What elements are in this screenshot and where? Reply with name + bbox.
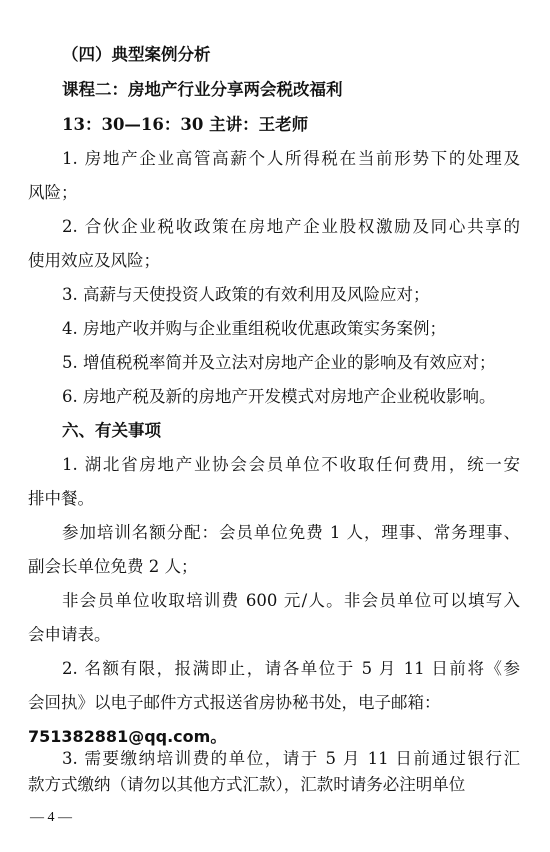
- item-5: 5. 增值税税率简并及立法对房地产企业的影响及有效应对；: [62, 353, 496, 372]
- section-heading: （四）典型案例分析: [62, 45, 211, 64]
- course-title: 课程二：房地产行业分享两会税改福利: [62, 80, 343, 99]
- quota-line-2: 副会长单位免费 2 人；: [28, 557, 198, 576]
- section6-heading: 六、有关事项: [62, 421, 161, 440]
- note-1-line-1: 1. 湖北省房地产业协会会员单位不收取任何费用，统一安: [62, 455, 520, 474]
- note-2-line-1: 2. 名额有限，报满即止，请各单位于 5 月 11 日前将《参: [62, 659, 520, 678]
- note-3-line-2: 款方式缴纳（请勿以其他方式汇款），汇款时请务必注明单位: [28, 775, 466, 794]
- course-time: 13：30—16：30 主讲：王老师: [62, 115, 309, 134]
- item-6: 6. 房地产税及新的房地产开发模式对房地产企业税收影响。: [62, 387, 496, 406]
- note-2-line-2: 会回执》以电子邮件方式报送省房协秘书处，电子邮箱：: [28, 693, 441, 712]
- item-1-line-2: 风险；: [28, 183, 78, 202]
- item-3: 3. 高薪与天使投资人政策的有效利用及风险应对；: [62, 285, 430, 304]
- note-3-line-1: 3. 需要缴纳培训费的单位，请于 5 月 11 日前通过银行汇: [62, 749, 520, 768]
- page-number: — 4 —: [30, 810, 72, 825]
- item-2-line-1: 2. 合伙企业税收政策在房地产企业股权激励及同心共享的: [62, 217, 520, 236]
- quota-line-1: 参加培训名额分配：会员单位免费 1 人，理事、常务理事、: [62, 523, 520, 542]
- item-1-line-1: 1. 房地产企业高管高薪个人所得税在当前形势下的处理及: [62, 149, 520, 168]
- fee-line-2: 会申请表。: [28, 625, 111, 644]
- contact-email: 751382881@qq.com。: [28, 727, 227, 746]
- fee-line-1: 非会员单位收取培训费 600 元/人。非会员单位可以填写入: [62, 591, 520, 610]
- item-4: 4. 房地产收并购与企业重组税收优惠政策实务案例；: [62, 319, 446, 338]
- note-1-line-2: 排中餐。: [28, 489, 94, 508]
- item-2-line-2: 使用效应及风险；: [28, 251, 160, 270]
